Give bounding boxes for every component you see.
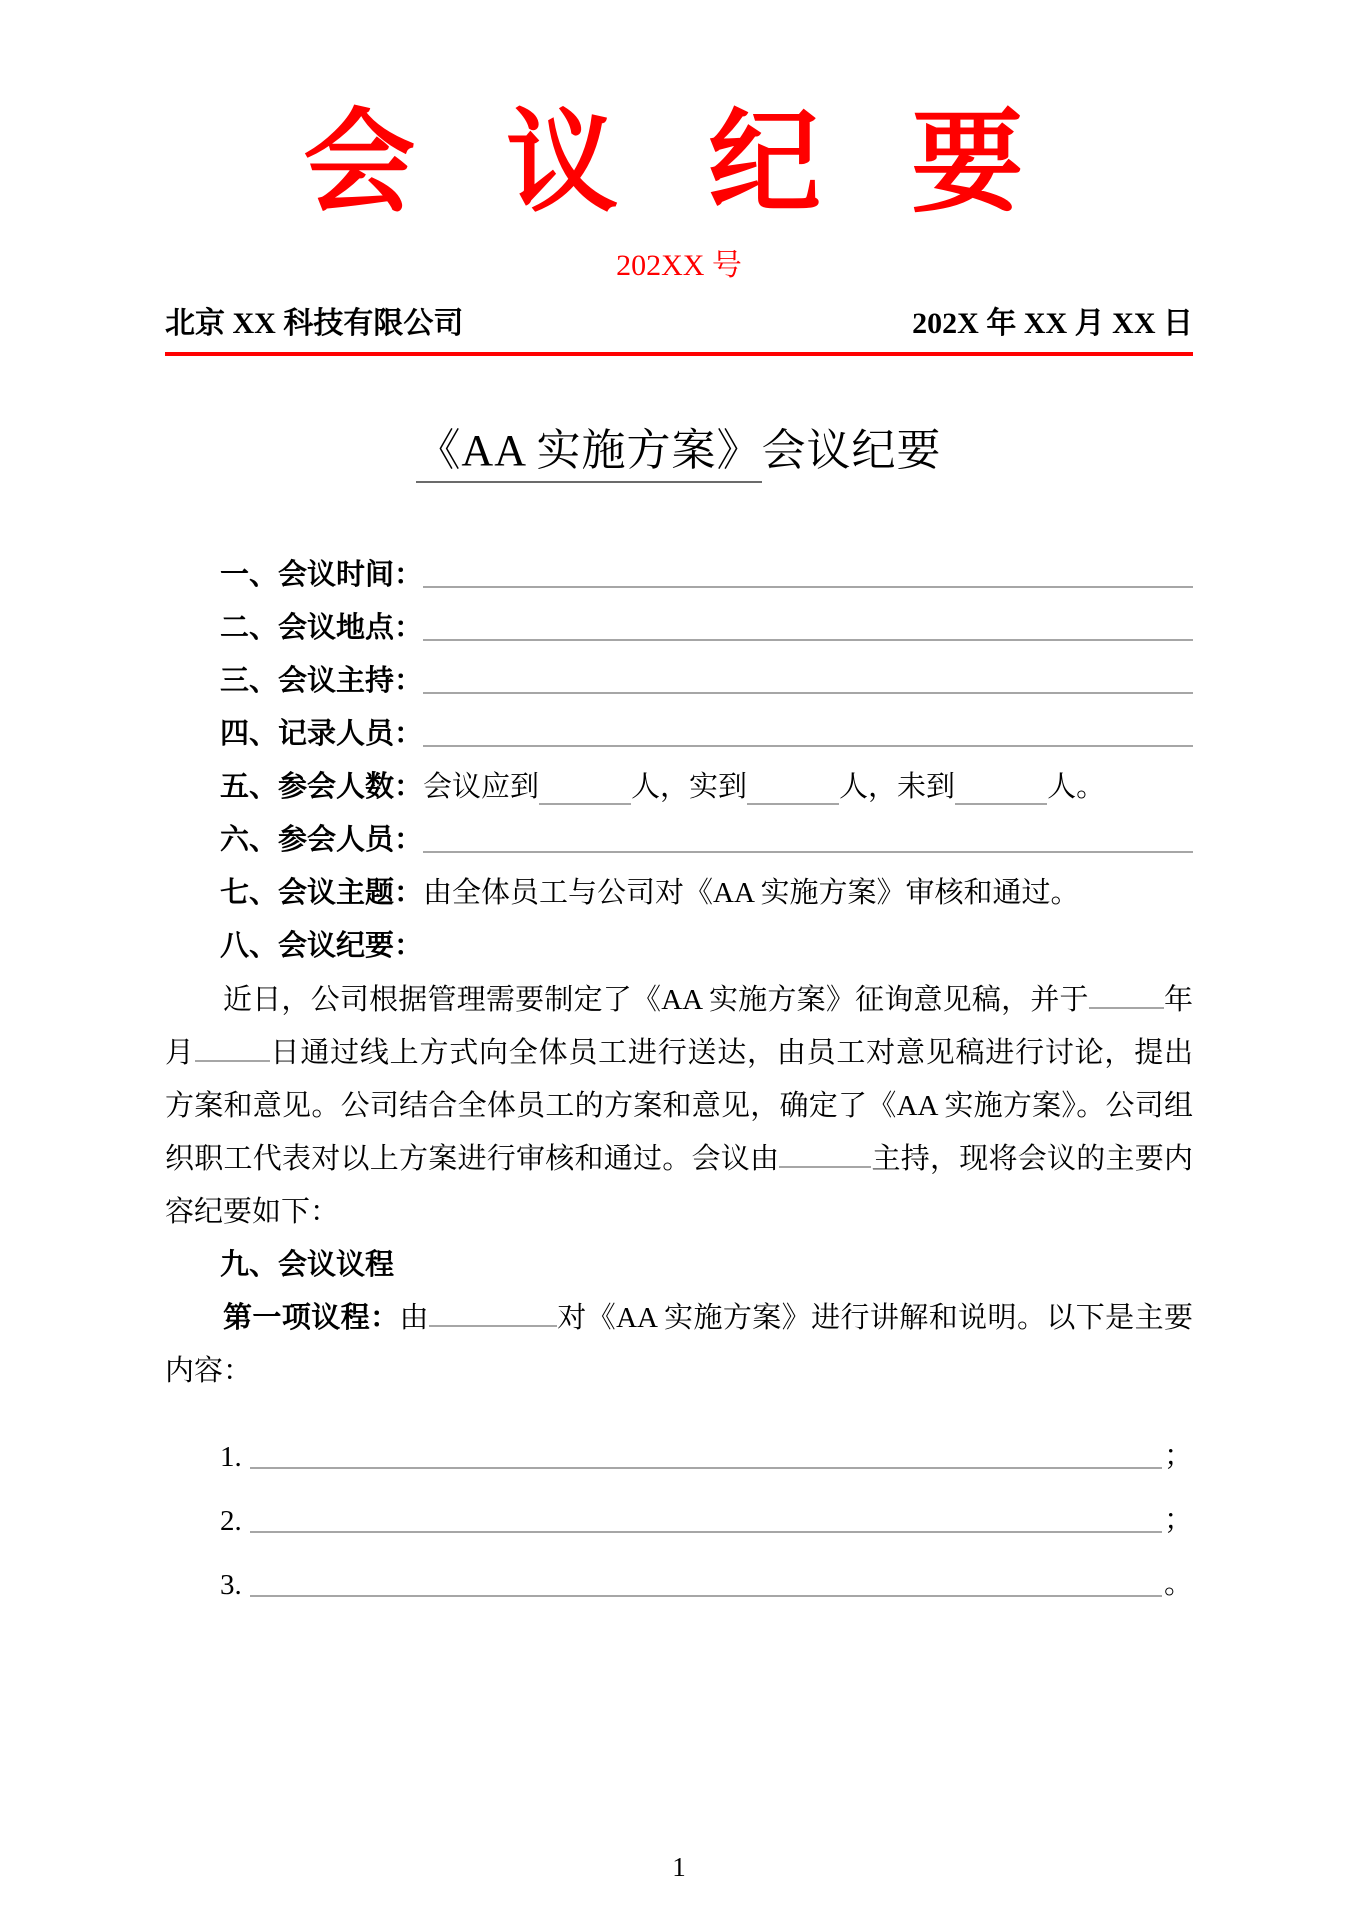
field-row-minutes <box>165 911 1193 964</box>
list-item-number: 2. <box>220 1504 242 1537</box>
field-row-topic <box>165 858 1193 911</box>
field-row-meeting-place <box>165 593 1193 646</box>
attendance-text: 人。 <box>1047 770 1106 803</box>
agenda-item-text: 对《AA 实施方案》进行讲解和说明。以下是主要内容： <box>165 1301 1193 1387</box>
attendance-text: 人，未到 <box>839 770 956 803</box>
blank-line <box>423 851 1193 853</box>
summary-text: 近日，公司根据管理需要制定了《AA 实施方案》征询意见稿，并于 <box>223 983 1089 1016</box>
meeting-title <box>165 414 1193 478</box>
list-item-number: 3. <box>220 1568 242 1601</box>
field-row-recorder <box>165 699 1193 752</box>
blank-line <box>779 1137 871 1168</box>
field-label: 一、会议时间： <box>220 558 424 591</box>
document-body <box>165 540 1193 1602</box>
field-label: 四、记录人员： <box>220 717 424 750</box>
blank-line <box>539 774 631 805</box>
summary-text: 年月 <box>165 983 1193 1069</box>
company-name: 北京 XX 科技有限公司 <box>165 306 464 340</box>
field-label: 三、会议主持： <box>220 664 424 697</box>
agenda-item-text: 由 <box>399 1301 429 1334</box>
document-big-title: 会 议 纪 要 <box>303 102 1055 226</box>
list-item-number: 1. <box>220 1440 242 1473</box>
field-label: 七、会议主题： <box>220 876 424 909</box>
document-number: 202XX 号 <box>616 248 742 282</box>
field-label: 八、会议纪要： <box>220 929 424 962</box>
list-item-punctuation: ； <box>1163 1439 1193 1472</box>
document-date: 202X 年 XX 月 XX 日 <box>912 306 1193 340</box>
agenda-blank-list <box>165 1410 1193 1602</box>
agenda-item-paragraph <box>165 1292 1193 1398</box>
field-label: 五、参会人数： <box>220 770 424 803</box>
field-row-meeting-time <box>165 540 1193 593</box>
blank-line <box>423 586 1193 588</box>
meeting-title-underlined: 《AA 实施方案》 <box>416 426 761 483</box>
field-row-participants <box>165 805 1193 858</box>
page-number: 1 <box>672 1852 686 1882</box>
blank-line <box>195 1031 270 1062</box>
attendance-text: 人，实到 <box>631 770 748 803</box>
summary-paragraph <box>165 974 1193 1239</box>
summary-text: 主持，现将会议的主要内容纪要如下： <box>165 1142 1193 1228</box>
blank-line <box>747 774 839 805</box>
blank-line <box>423 745 1193 747</box>
attendance-text: 会议应到 <box>423 770 540 803</box>
letterhead-row <box>165 298 1193 356</box>
blank-line <box>429 1296 557 1327</box>
blank-line <box>955 774 1047 805</box>
list-item <box>165 1474 1193 1538</box>
list-item <box>165 1410 1193 1474</box>
agenda-item-label: 第一项议程： <box>223 1301 400 1334</box>
blank-line <box>423 692 1193 694</box>
summary-text: 日通过线上方式向全体员工进行送达，由员工对意见稿进行讨论，提出方案和意见。公司结合全体员工的方案和意见，确定了《AA 实施方案》。公司组织职工代表对以上方案进行审核和通过。会议由 <box>165 1036 1193 1175</box>
list-item <box>165 1538 1193 1602</box>
field-label: 六、参会人员： <box>220 823 424 856</box>
list-item-punctuation: 。 <box>1163 1567 1193 1600</box>
blank-line <box>250 1467 1162 1469</box>
topic-text: 由全体员工与公司对《AA 实施方案》审核和通过。 <box>423 876 1080 909</box>
field-label: 二、会议地点： <box>220 611 424 644</box>
field-row-attendance <box>165 752 1193 805</box>
blank-line <box>250 1531 1162 1533</box>
list-item-punctuation: ； <box>1163 1503 1193 1536</box>
field-row-meeting-host <box>165 646 1193 699</box>
agenda-heading: 九、会议议程 <box>220 1248 395 1281</box>
meeting-title-rest: 会议纪要 <box>761 425 942 475</box>
blank-line <box>250 1595 1162 1597</box>
blank-line <box>1089 978 1164 1009</box>
blank-line <box>423 639 1193 641</box>
